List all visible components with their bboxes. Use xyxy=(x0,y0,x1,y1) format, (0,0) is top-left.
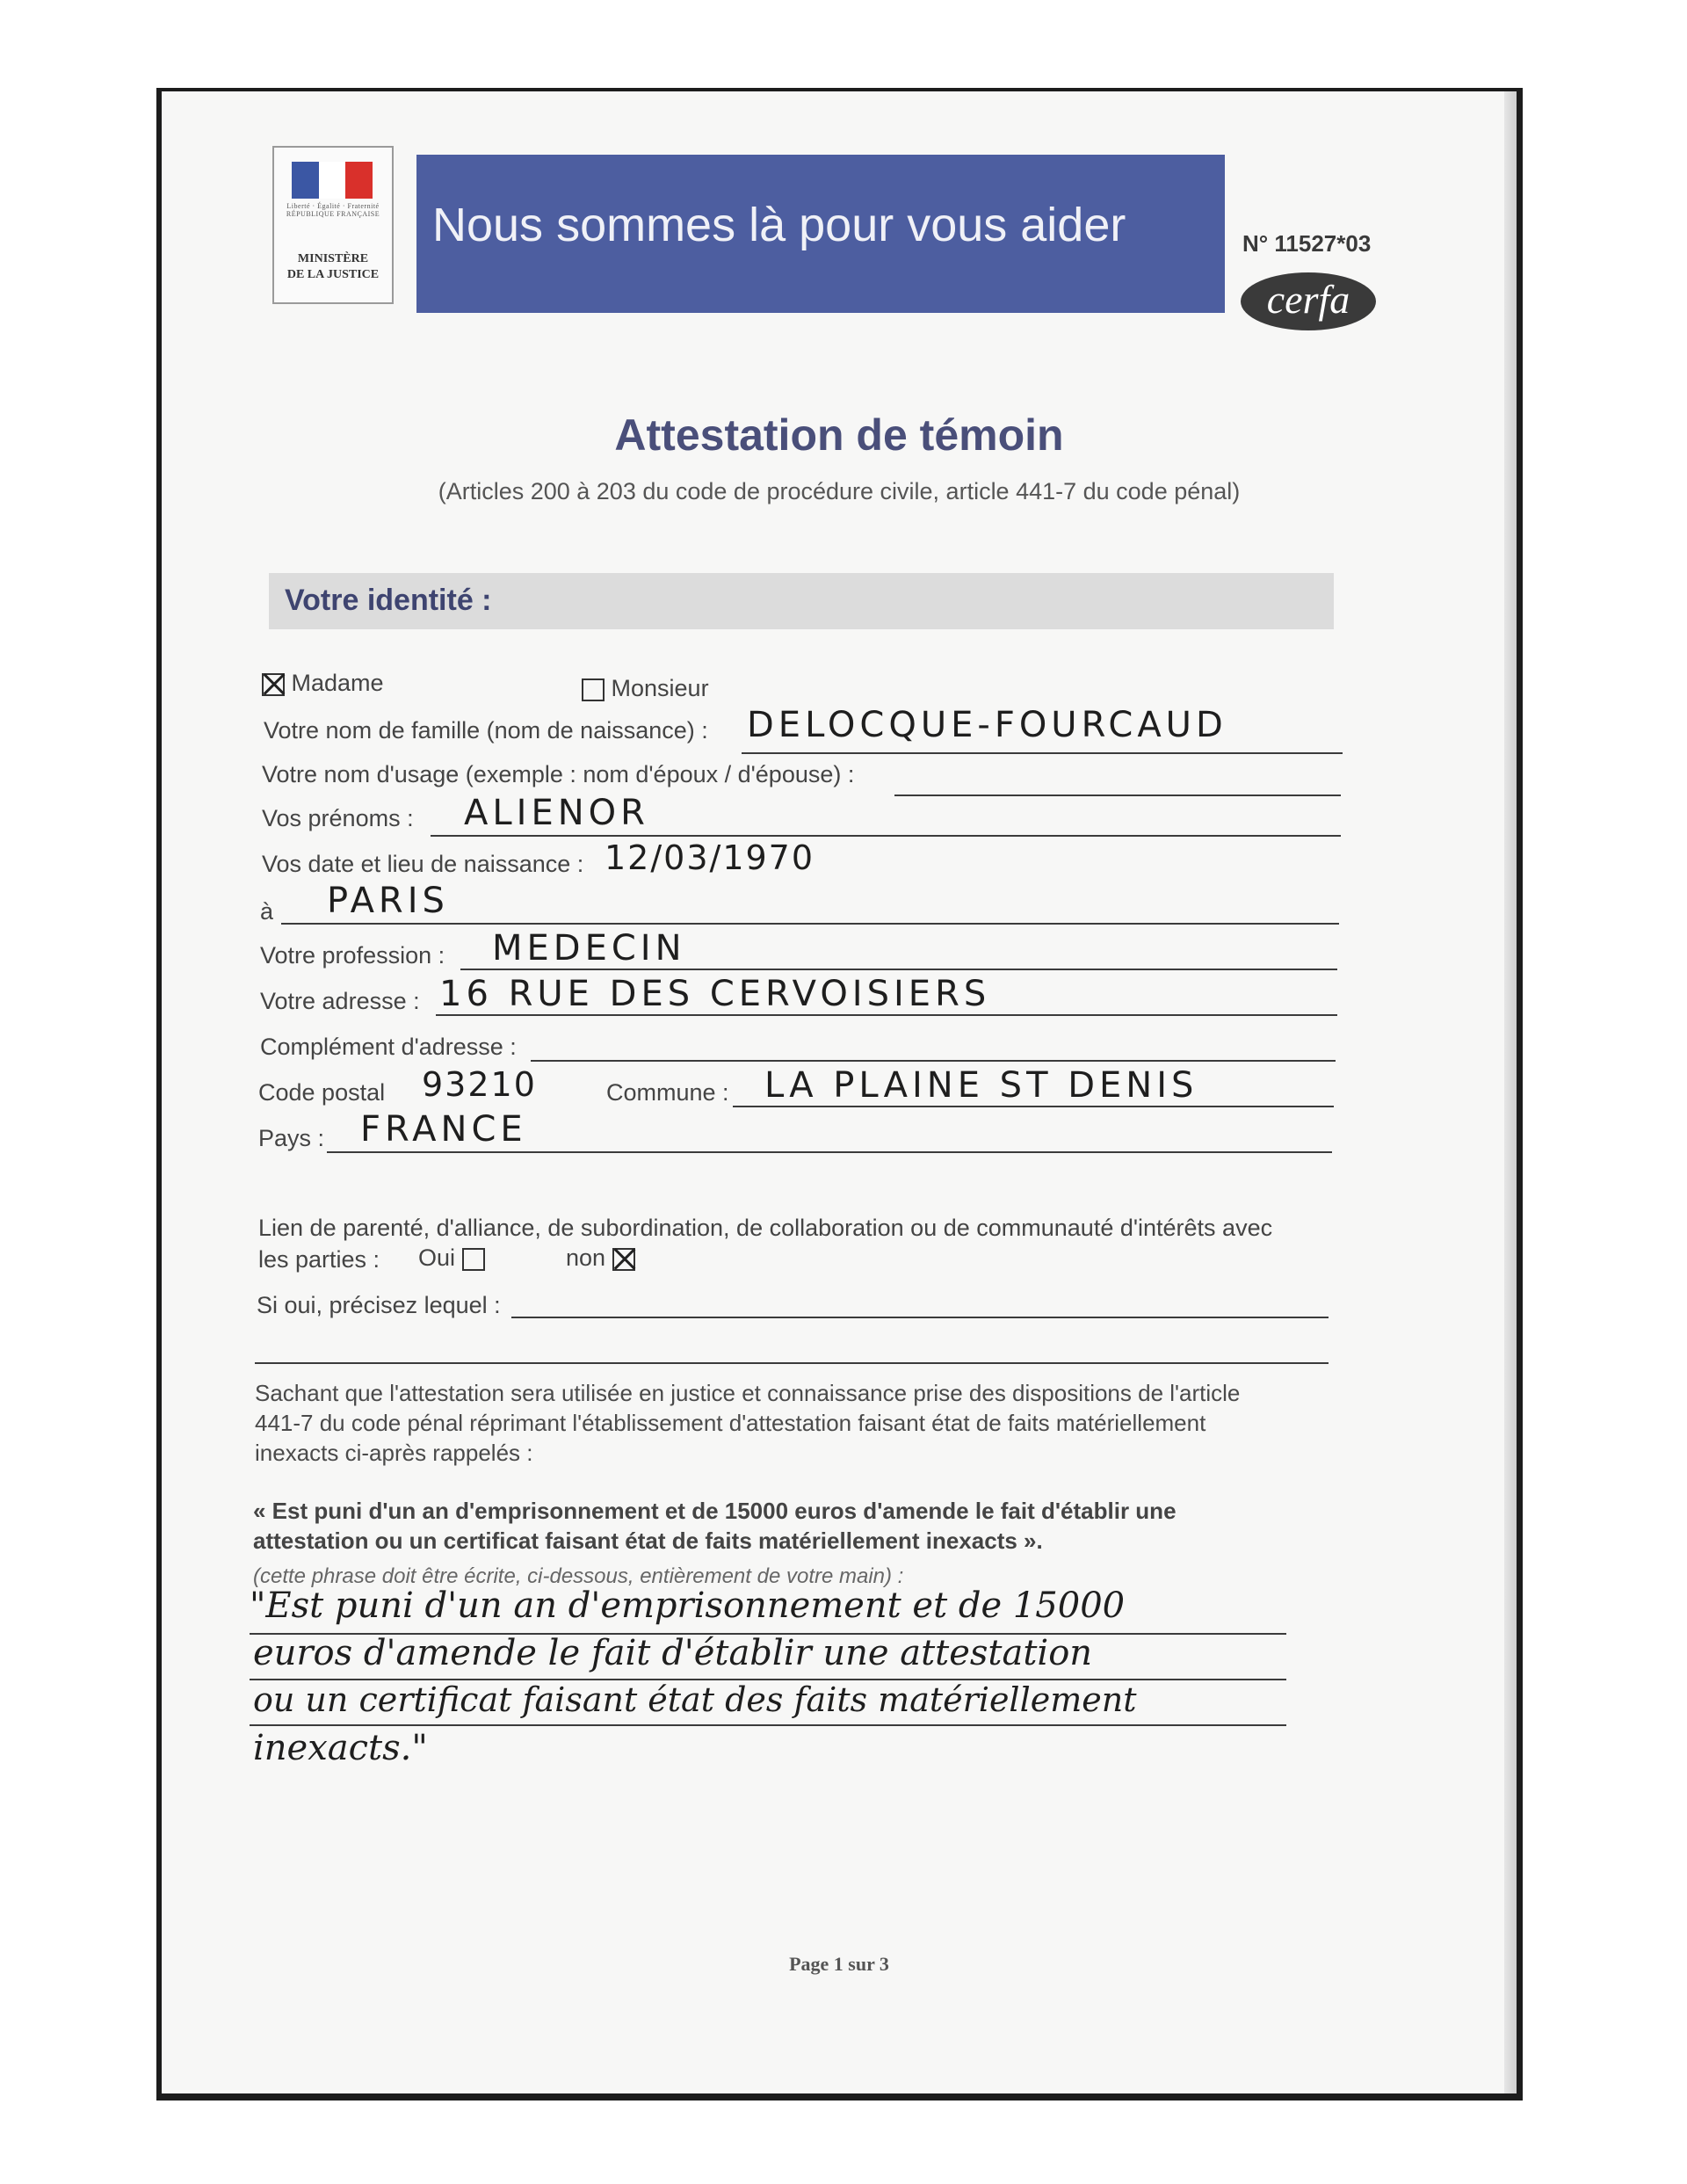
handwriting-instruction: (cette phrase doit être écrite, ci-dessous, entièrement de votre main) : xyxy=(253,1564,904,1588)
cerfa-logo: cerfa xyxy=(1241,272,1376,330)
nom-usage-label: Votre nom d'usage (exemple : nom d'époux / d'épouse) : xyxy=(262,761,855,787)
naissance-label: Vos date et lieu de naissance : xyxy=(262,851,584,877)
precisez-field-line2[interactable] xyxy=(255,1362,1329,1364)
handwriting-line3 xyxy=(250,1724,1286,1726)
nom-famille-label: Votre nom de famille (nom de naissance) : xyxy=(264,717,708,744)
quote-line1: « Est puni d'un an d'emprisonnement et de 15000 euros d'amende le fait d'établir une xyxy=(253,1498,1177,1524)
pays-line xyxy=(327,1151,1332,1153)
oui-checkbox[interactable] xyxy=(462,1248,485,1271)
quote-line2: attestation ou un certificat faisant état de faits matériellement inexacts ». xyxy=(253,1527,1043,1554)
nom-usage-field[interactable] xyxy=(894,795,1341,796)
relation-text-line2: les parties : xyxy=(258,1246,380,1273)
ministry-line1: MINISTÈRE xyxy=(297,252,369,265)
form-page xyxy=(162,91,1517,2093)
prenoms-line xyxy=(431,835,1341,837)
code-postal-label: Code postal xyxy=(258,1079,386,1106)
legal-paragraph xyxy=(255,1378,1353,1468)
naissance-date-field[interactable]: 12/03/1970 xyxy=(605,838,815,877)
page-number: Page 1 sur 3 xyxy=(789,1953,889,1975)
republic-text: RÉPUBLIQUE FRANÇAISE xyxy=(286,210,380,218)
oui-label: Oui xyxy=(418,1244,456,1271)
section-header xyxy=(269,573,1334,629)
section-title: Votre identité : xyxy=(285,584,492,617)
commune-line xyxy=(733,1106,1334,1107)
motto-text: Liberté · Égalité · Fraternité xyxy=(286,202,380,210)
page-edge xyxy=(1504,91,1517,2093)
cerfa-number: N° 11527*03 xyxy=(1242,230,1372,257)
legal-line1: Sachant que l'attestation sera utilisée en justice et connaissance prise des dispositions de l'article xyxy=(255,1380,1241,1406)
code-postal-field[interactable]: 93210 xyxy=(422,1065,537,1104)
non-checkbox[interactable] xyxy=(612,1248,635,1271)
pays-label: Pays : xyxy=(258,1125,325,1151)
monsieur-label: Monsieur xyxy=(611,675,709,701)
profession-line xyxy=(460,969,1337,970)
handwritten-line4[interactable]: inexacts." xyxy=(253,1728,428,1768)
oui-option[interactable] xyxy=(418,1244,485,1272)
profession-field[interactable]: MEDECIN xyxy=(492,928,686,969)
pays-field[interactable]: FRANCE xyxy=(360,1109,527,1150)
lieu-a-label: à xyxy=(260,898,274,925)
precisez-field[interactable] xyxy=(511,1317,1329,1318)
ministry-logo xyxy=(272,146,394,304)
handwritten-line2[interactable]: euros d'amende le fait d'établir une attestation xyxy=(253,1633,1093,1673)
relation-text-line1: Lien de parenté, d'alliance, de subordination, de collaboration ou de communauté d'intérêts avec xyxy=(258,1215,1273,1241)
prenoms-label: Vos prénoms : xyxy=(262,805,414,831)
monsieur-checkbox[interactable] xyxy=(582,678,605,701)
ministry-name xyxy=(279,251,387,283)
complement-field[interactable] xyxy=(531,1060,1336,1062)
adresse-field[interactable]: 16 RUE DES CERVOISIERS xyxy=(439,974,991,1014)
flag-red xyxy=(345,162,373,199)
logo-motto xyxy=(279,202,387,218)
marianne-flag-icon xyxy=(292,162,373,199)
complement-label: Complément d'adresse : xyxy=(260,1034,517,1060)
commune-field[interactable]: LA PLAINE ST DENIS xyxy=(764,1065,1198,1106)
handwritten-line1[interactable]: "Est puni d'un an d'emprisonnement et de 15000 xyxy=(250,1585,1126,1626)
nom-famille-field[interactable]: DELOCQUE-FOURCAUD xyxy=(747,705,1227,745)
non-option[interactable] xyxy=(566,1244,635,1272)
banner-text: Nous sommes là pour vous aider xyxy=(432,199,1126,251)
adresse-label: Votre adresse : xyxy=(260,988,420,1014)
legal-line2: 441-7 du code pénal réprimant l'établissement d'attestation faisant état de faits matériellement xyxy=(255,1410,1206,1436)
monsieur-option[interactable] xyxy=(582,675,709,702)
madame-option[interactable] xyxy=(262,670,384,697)
ministry-line2: DE LA JUSTICE xyxy=(286,268,380,281)
lieu-line xyxy=(281,923,1339,925)
lieu-naissance-field[interactable]: PARIS xyxy=(327,881,449,921)
adresse-line xyxy=(436,1014,1337,1016)
non-label: non xyxy=(566,1244,606,1271)
prenoms-field[interactable]: ALIENOR xyxy=(464,793,649,833)
legal-line3: inexacts ci-après rappelés : xyxy=(255,1440,533,1466)
flag-blue xyxy=(292,162,319,199)
document-subtitle: (Articles 200 à 203 du code de procédure civile, article 441-7 du code pénal) xyxy=(438,478,1241,504)
nom-famille-line xyxy=(742,752,1343,754)
commune-label: Commune : xyxy=(606,1079,729,1106)
flag-white xyxy=(319,162,346,199)
legal-quote xyxy=(253,1496,1351,1556)
profession-label: Votre profession : xyxy=(260,942,445,969)
header-banner xyxy=(416,155,1225,313)
madame-label: Madame xyxy=(291,670,384,696)
precisez-label: Si oui, précisez lequel : xyxy=(257,1292,501,1318)
madame-checkbox[interactable] xyxy=(262,673,285,696)
handwritten-line3[interactable]: ou un certificat faisant état des faits matériellement xyxy=(253,1680,1137,1719)
document-title: Attestation de témoin xyxy=(614,410,1064,460)
